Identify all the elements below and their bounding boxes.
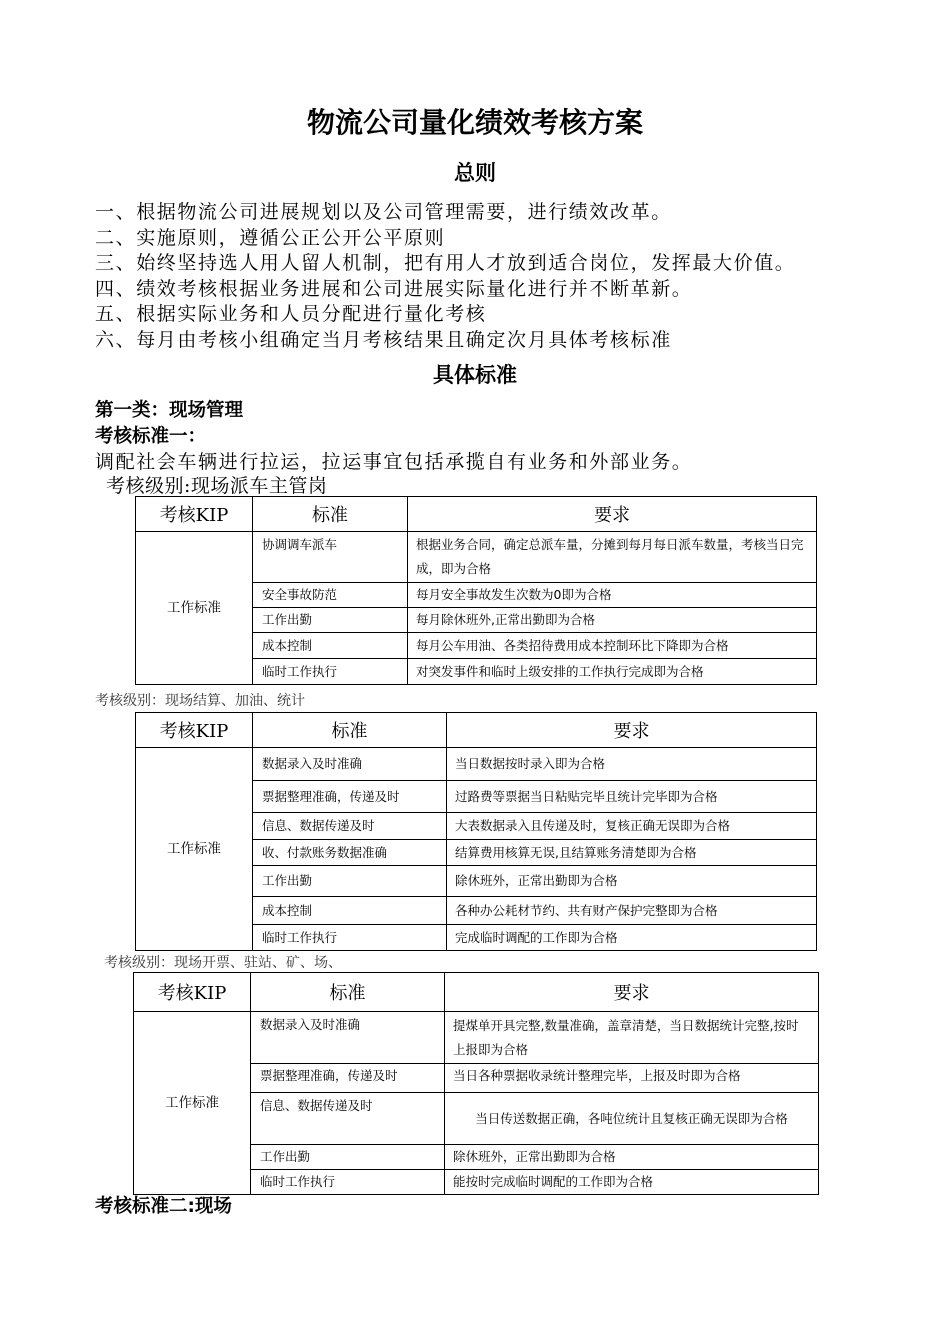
- row-standard: 信息、数据传递及时: [251, 1093, 445, 1145]
- row-requirement: 大表数据录入且传递及时，复核正确无误即为合格: [447, 813, 817, 840]
- row-requirement: 对突发事件和临时上级安排的工作执行完成即为合格: [408, 659, 817, 685]
- table-header-row: [136, 497, 817, 532]
- table3-level-label: 考核级别：现场开票、驻站、矿、场、: [104, 955, 342, 971]
- row-standard: 票据整理准确，传递及时: [251, 1064, 445, 1093]
- header-kip: 考核KIP: [136, 497, 253, 532]
- row-requirement: 提煤单开具完整,数量准确，盖章清楚，当日数据统计完整,按时上报即为合格: [445, 1012, 819, 1064]
- header-standard: 标准: [253, 497, 408, 532]
- rule-item: 一、根据物流公司进展规划以及公司管理需要，进行绩效改革。: [95, 201, 672, 223]
- header-requirement: 要求: [447, 713, 817, 748]
- header-kip: 考核KIP: [134, 973, 251, 1012]
- row-requirement: 当日各种票据收录统计整理完毕，上报及时即为合格: [445, 1064, 819, 1093]
- standard-one-description: 调配社会车辆进行拉运，拉运事宜包括承揽自有业务和外部业务。: [95, 451, 693, 473]
- row-requirement: 当日传送数据正确，各吨位统计且复核正确无误即为合格: [445, 1093, 819, 1145]
- rule-item: 二、实施原则，遵循公正公开公平原则: [95, 226, 446, 249]
- row-standard: 临时工作执行: [253, 925, 447, 951]
- row-standard: 票据整理准确，传递及时: [253, 781, 447, 813]
- row-requirement: 过路费等票据当日粘贴完毕且统计完毕即为合格: [447, 781, 817, 813]
- row-requirement: 各种办公耗材节约、共有财产保护完整即为合格: [447, 897, 817, 925]
- row-standard: 安全事故防范: [253, 583, 408, 608]
- general-rules-list: [95, 200, 795, 353]
- table-header-row: [136, 713, 817, 748]
- header-kip: 考核KIP: [136, 713, 253, 748]
- row-standard: 临时工作执行: [251, 1170, 445, 1195]
- row-standard: 成本控制: [253, 897, 447, 925]
- table-row: [134, 1012, 819, 1064]
- row-standard: 信息、数据传递及时: [253, 813, 447, 840]
- row-standard: 成本控制: [253, 633, 408, 659]
- row-standard: 工作出勤: [253, 866, 447, 897]
- assessment-table-1: [135, 496, 817, 685]
- rule-item: 三、始终坚持选人用人留人机制，把有用人才放到适合岗位，发挥最大价值。: [95, 252, 796, 274]
- standard-one-heading: 考核标准一：: [95, 426, 207, 447]
- row-requirement: 除休班外，正常出勤即为合格: [447, 866, 817, 897]
- table-header-row: [134, 973, 819, 1012]
- row-standard: 数据录入及时准确: [253, 748, 447, 781]
- row-requirement: 每月除休班外,正常出勤即为合格: [408, 608, 817, 633]
- rule-item: 四、绩效考核根据业务进展和公司进展实际量化进行并不断革新。: [95, 277, 693, 300]
- general-heading: 总则: [454, 161, 496, 185]
- standard-two-heading: 考核标准二:现场: [95, 1196, 232, 1217]
- assessment-table-3: [133, 972, 819, 1195]
- row-requirement: 每月安全事故发生次数为0即为合格: [408, 583, 817, 608]
- document-title: 物流公司量化绩效考核方案: [306, 106, 643, 139]
- row-standard: 收、付款账务数据准确: [253, 840, 447, 866]
- row-requirement: 当日数据按时录入即为合格: [447, 748, 817, 781]
- row-requirement: 根据业务合同，确定总派车量，分摊到每月每日派车数量，考核当日完成，即为合格: [408, 532, 817, 583]
- row-requirement: 完成临时调配的工作即为合格: [447, 925, 817, 951]
- row-standard: 临时工作执行: [253, 659, 408, 685]
- rule-item: 五、根据实际业务和人员分配进行量化考核: [95, 303, 487, 325]
- row-requirement: 除休班外，正常出勤即为合格: [445, 1145, 819, 1170]
- table-row: [136, 748, 817, 781]
- row-requirement: 能按时完成临时调配的工作即为合格: [445, 1170, 819, 1195]
- header-requirement: 要求: [445, 973, 819, 1012]
- specific-heading: 具体标准: [433, 363, 517, 387]
- row-standard: 协调调车派车: [253, 532, 408, 583]
- row-category: 工作标准: [136, 532, 253, 685]
- table1-level-label: 考核级别:现场派车主管岗: [106, 475, 328, 497]
- row-standard: 工作出勤: [251, 1145, 445, 1170]
- rule-item: 六、每月由考核小组确定当月考核结果且确定次月具体考核标准: [95, 328, 672, 351]
- row-category: 工作标准: [134, 1012, 251, 1195]
- row-requirement: 结算费用核算无误,且结算账务清楚即为合格: [447, 840, 817, 866]
- row-standard: 工作出勤: [253, 608, 408, 633]
- category-heading: 第一类：现场管理: [95, 400, 244, 421]
- table2-level-label: 考核级别：现场结算、加油、统计: [95, 693, 305, 709]
- row-category: 工作标准: [136, 748, 253, 951]
- assessment-table-2: [135, 712, 817, 951]
- row-requirement: 每月公车用油、各类招待费用成本控制环比下降即为合格: [408, 633, 817, 659]
- header-standard: 标准: [251, 973, 445, 1012]
- table-row: [136, 532, 817, 583]
- header-standard: 标准: [253, 713, 447, 748]
- row-standard: 数据录入及时准确: [251, 1012, 445, 1064]
- header-requirement: 要求: [408, 497, 817, 532]
